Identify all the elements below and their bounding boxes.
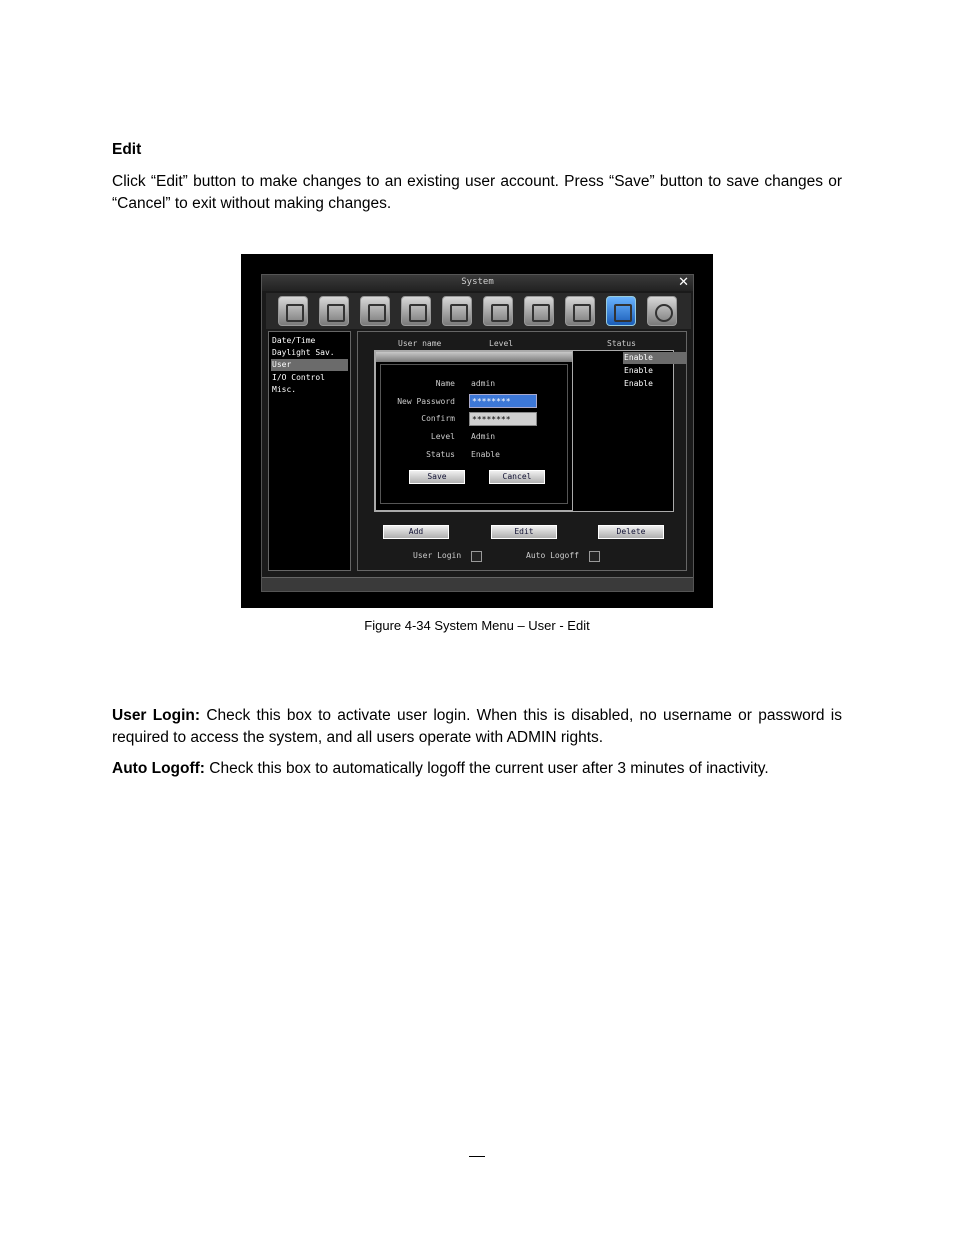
- user-login-term: User Login:: [112, 707, 201, 724]
- auto-logoff-checkbox[interactable]: [589, 551, 600, 562]
- column-status: Status: [607, 339, 636, 348]
- system-window: [261, 274, 694, 592]
- menu-item-io-control[interactable]: I/O Control: [272, 373, 325, 382]
- user-login-checkbox[interactable]: [471, 551, 482, 562]
- user-login-paragraph: [112, 705, 842, 749]
- level-label: Level: [430, 432, 455, 441]
- name-label: Name: [435, 379, 455, 388]
- screenshot-figure: [241, 254, 713, 608]
- close-icon[interactable]: ✕: [678, 275, 689, 290]
- confirm-label: Confirm: [421, 414, 455, 423]
- cancel-button[interactable]: Cancel: [489, 470, 545, 484]
- user-row-status[interactable]: Enable: [624, 366, 653, 375]
- dialog-title-bar: [376, 352, 572, 362]
- setup-wizard-icon[interactable]: [278, 296, 308, 326]
- edit-button[interactable]: Edit: [491, 525, 557, 539]
- window-title: System: [461, 277, 494, 287]
- menu-item-daylight-saving[interactable]: Daylight Sav.: [272, 348, 335, 357]
- status-bar: [262, 577, 693, 591]
- user-panel: [357, 331, 687, 571]
- user-login-description: Check this box to activate user login. When this is disabled, no username or password is required to access the system, and all users operate with ADMIN rights.: [112, 707, 842, 746]
- intro-paragraph: Click “Edit” button to make changes to an existing user account. Press “Save” button to save changes or “Cancel” to exit without making changes.: [112, 173, 842, 212]
- name-value: admin: [471, 379, 496, 388]
- auto-logoff-term: Auto Logoff:: [112, 760, 205, 777]
- device-icon[interactable]: [442, 296, 472, 326]
- user-login-label: User Login: [413, 551, 462, 560]
- confirm-password-input[interactable]: ********: [469, 412, 537, 426]
- user-row-status[interactable]: Enable: [623, 352, 687, 364]
- user-list: [374, 350, 674, 512]
- status-label: Status: [426, 450, 455, 459]
- figure-caption: Figure 4-34 System Menu – User - Edit: [364, 618, 590, 633]
- delete-button[interactable]: Delete: [598, 525, 664, 539]
- new-password-input[interactable]: ********: [469, 394, 537, 408]
- network-icon[interactable]: [483, 296, 513, 326]
- status-value[interactable]: Enable: [471, 450, 500, 459]
- record-icon[interactable]: [319, 296, 349, 326]
- user-row-status[interactable]: Enable: [624, 379, 653, 388]
- dialog-body: [380, 364, 568, 504]
- column-level: Level: [489, 339, 514, 348]
- title-bar: [262, 275, 693, 291]
- system-menu: [268, 331, 351, 571]
- add-button[interactable]: Add: [383, 525, 449, 539]
- new-password-label: New Password: [397, 397, 455, 406]
- auto-logoff-label: Auto Logoff: [526, 551, 579, 560]
- display-icon[interactable]: [565, 296, 595, 326]
- disk-icon[interactable]: [524, 296, 554, 326]
- column-user-name: User name: [398, 339, 442, 348]
- save-button[interactable]: Save: [409, 470, 465, 484]
- info-icon[interactable]: [647, 296, 677, 326]
- level-value[interactable]: Admin: [471, 432, 496, 441]
- menu-item-user[interactable]: User: [271, 359, 348, 371]
- icon-toolbar: [266, 293, 691, 329]
- alarm-icon[interactable]: [401, 296, 431, 326]
- menu-item-date-time[interactable]: Date/Time: [272, 336, 316, 345]
- schedule-icon[interactable]: [360, 296, 390, 326]
- section-heading: Edit: [112, 141, 142, 158]
- system-icon[interactable]: [606, 296, 636, 326]
- auto-logoff-description: Check this box to automatically logoff the current user after 3 minutes of inactivity.: [204, 760, 769, 777]
- page-footer-rule: [469, 1156, 485, 1157]
- menu-item-misc[interactable]: Misc.: [272, 385, 297, 394]
- auto-logoff-paragraph: [112, 758, 842, 780]
- edit-user-dialog: [375, 351, 573, 511]
